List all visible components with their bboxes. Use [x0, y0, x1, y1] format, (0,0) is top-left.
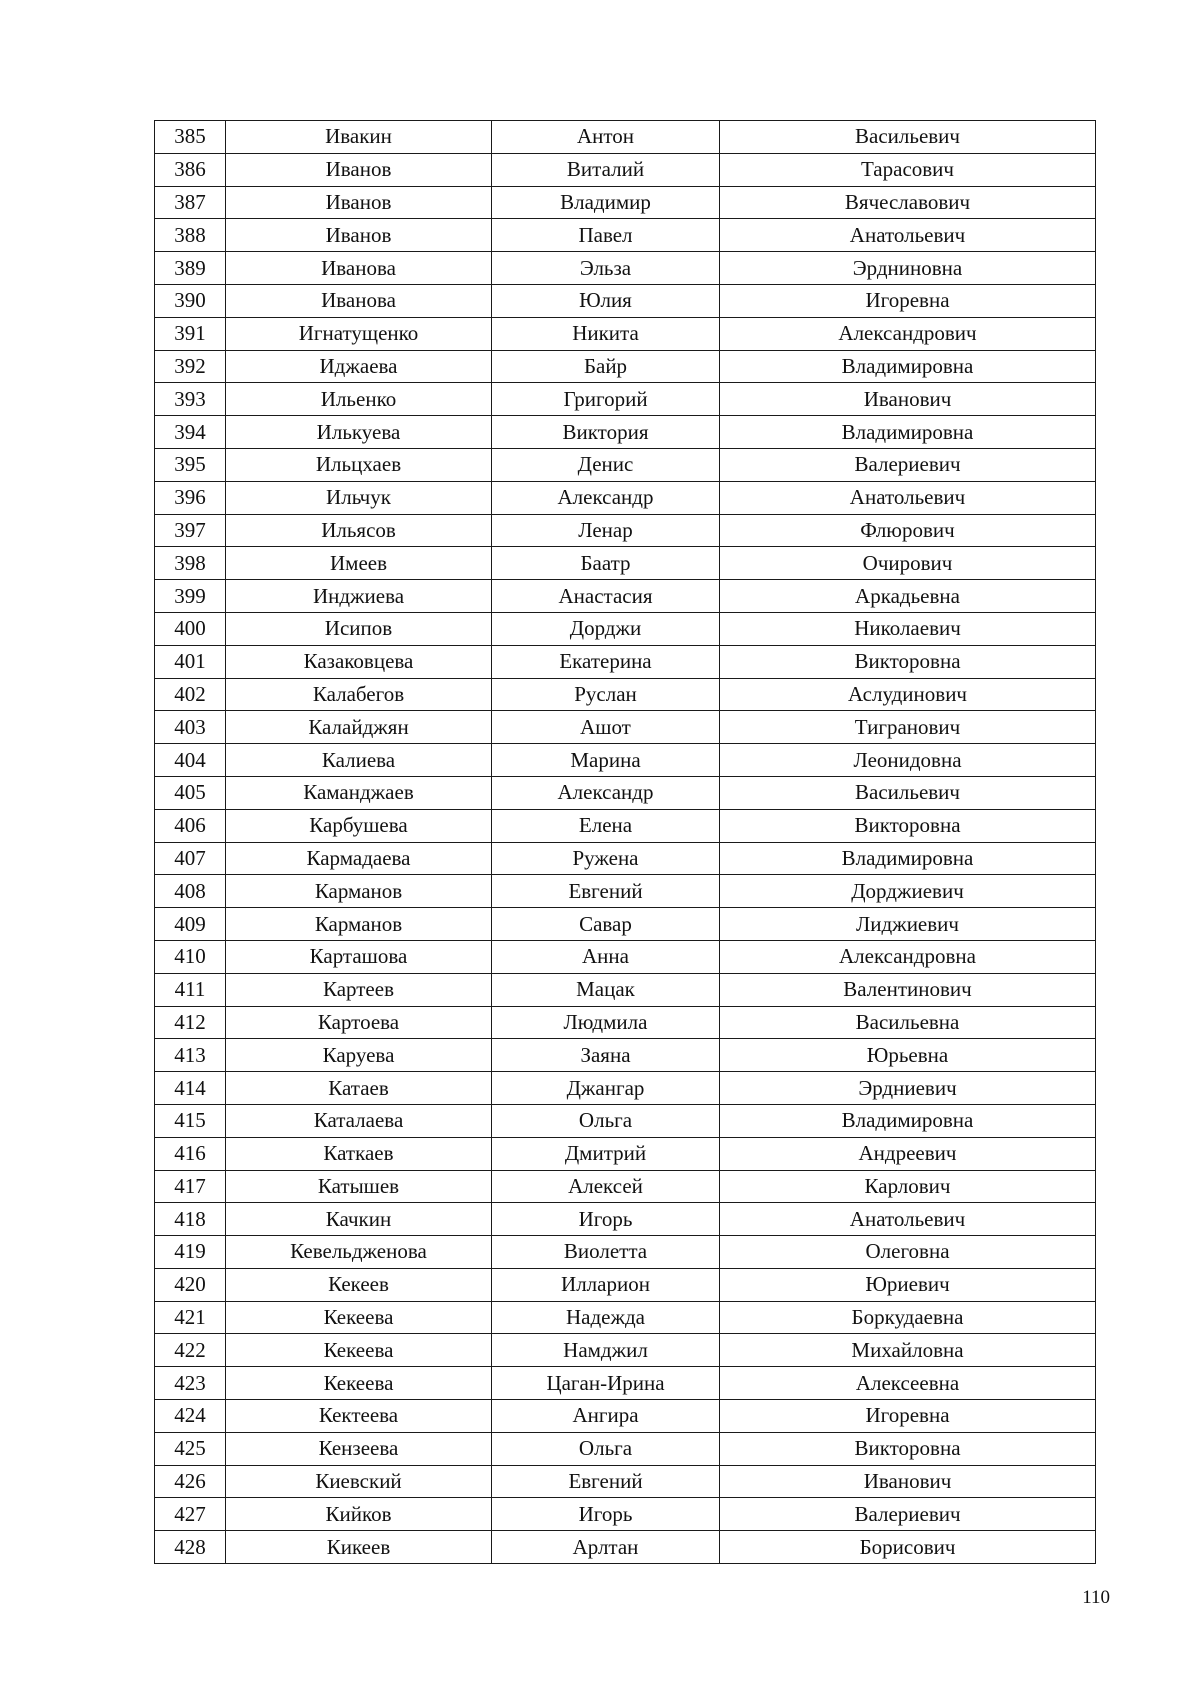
first-name-cell: Екатерина — [492, 645, 720, 678]
last-name-cell: Имеев — [226, 547, 492, 580]
row-number-cell: 403 — [155, 711, 226, 744]
table-row — [155, 1006, 1096, 1039]
first-name-cell: Цаган-Ирина — [492, 1367, 720, 1400]
last-name-cell: Иванов — [226, 219, 492, 252]
last-name-cell: Ильчук — [226, 481, 492, 514]
patronymic-cell: Игоревна — [720, 1400, 1096, 1433]
row-number-cell: 411 — [155, 973, 226, 1006]
last-name-cell: Исипов — [226, 612, 492, 645]
first-name-cell: Денис — [492, 448, 720, 481]
last-name-cell: Игнатущенко — [226, 317, 492, 350]
table-row — [155, 580, 1096, 613]
row-number-cell: 399 — [155, 580, 226, 613]
row-number-cell: 406 — [155, 809, 226, 842]
last-name-cell: Катаев — [226, 1072, 492, 1105]
row-number-cell: 426 — [155, 1465, 226, 1498]
first-name-cell: Александр — [492, 776, 720, 809]
last-name-cell: Иванов — [226, 153, 492, 186]
table-row — [155, 317, 1096, 350]
row-number-cell: 386 — [155, 153, 226, 186]
first-name-cell: Юлия — [492, 284, 720, 317]
last-name-cell: Калайджян — [226, 711, 492, 744]
row-number-cell: 405 — [155, 776, 226, 809]
first-name-cell: Руслан — [492, 678, 720, 711]
patronymic-cell: Владимировна — [720, 350, 1096, 383]
table-row — [155, 940, 1096, 973]
last-name-cell: Катышев — [226, 1170, 492, 1203]
table-row — [155, 284, 1096, 317]
row-number-cell: 402 — [155, 678, 226, 711]
table-row — [155, 1072, 1096, 1105]
patronymic-cell: Эрдниевич — [720, 1072, 1096, 1105]
first-name-cell: Байр — [492, 350, 720, 383]
table-row — [155, 1268, 1096, 1301]
first-name-cell: Ангира — [492, 1400, 720, 1433]
last-name-cell: Картоева — [226, 1006, 492, 1039]
last-name-cell: Ильенко — [226, 383, 492, 416]
last-name-cell: Ильясов — [226, 514, 492, 547]
table-row — [155, 1236, 1096, 1269]
row-number-cell: 391 — [155, 317, 226, 350]
row-number-cell: 388 — [155, 219, 226, 252]
table-row — [155, 383, 1096, 416]
first-name-cell: Виктория — [492, 416, 720, 449]
row-number-cell: 407 — [155, 842, 226, 875]
last-name-cell: Кармадаева — [226, 842, 492, 875]
row-number-cell: 393 — [155, 383, 226, 416]
patronymic-cell: Вячеславович — [720, 186, 1096, 219]
table-row — [155, 1170, 1096, 1203]
table-row — [155, 1432, 1096, 1465]
first-name-cell: Евгений — [492, 875, 720, 908]
table-row — [155, 219, 1096, 252]
patronymic-cell: Алексеевна — [720, 1367, 1096, 1400]
table-row — [155, 186, 1096, 219]
patronymic-cell: Викторовна — [720, 1432, 1096, 1465]
patronymic-cell: Александрович — [720, 317, 1096, 350]
patronymic-cell: Владимировна — [720, 1104, 1096, 1137]
first-name-cell: Павел — [492, 219, 720, 252]
table-row — [155, 416, 1096, 449]
row-number-cell: 396 — [155, 481, 226, 514]
patronymic-cell: Аркадьевна — [720, 580, 1096, 613]
first-name-cell: Дорджи — [492, 612, 720, 645]
patronymic-cell: Тарасович — [720, 153, 1096, 186]
first-name-cell: Арлтан — [492, 1531, 720, 1564]
first-name-cell: Джангар — [492, 1072, 720, 1105]
row-number-cell: 422 — [155, 1334, 226, 1367]
row-number-cell: 428 — [155, 1531, 226, 1564]
table-row — [155, 744, 1096, 777]
last-name-cell: Илькуева — [226, 416, 492, 449]
table-row — [155, 1203, 1096, 1236]
table-row — [155, 776, 1096, 809]
patronymic-cell: Дорджиевич — [720, 875, 1096, 908]
table-row — [155, 1400, 1096, 1433]
row-number-cell: 416 — [155, 1137, 226, 1170]
table-row — [155, 1367, 1096, 1400]
table-row — [155, 448, 1096, 481]
first-name-cell: Алексей — [492, 1170, 720, 1203]
table-row — [155, 350, 1096, 383]
patronymic-cell: Олеговна — [720, 1236, 1096, 1269]
patronymic-cell: Флюрович — [720, 514, 1096, 547]
row-number-cell: 392 — [155, 350, 226, 383]
patronymic-cell: Васильевич — [720, 776, 1096, 809]
row-number-cell: 412 — [155, 1006, 226, 1039]
last-name-cell: Кектеева — [226, 1400, 492, 1433]
last-name-cell: Инджиева — [226, 580, 492, 613]
first-name-cell: Ольга — [492, 1432, 720, 1465]
row-number-cell: 410 — [155, 940, 226, 973]
first-name-cell: Евгений — [492, 1465, 720, 1498]
table-row — [155, 711, 1096, 744]
table-row — [155, 514, 1096, 547]
patronymic-cell: Анатольевич — [720, 219, 1096, 252]
row-number-cell: 413 — [155, 1039, 226, 1072]
row-number-cell: 423 — [155, 1367, 226, 1400]
last-name-cell: Калиева — [226, 744, 492, 777]
first-name-cell: Савар — [492, 908, 720, 941]
last-name-cell: Кензеева — [226, 1432, 492, 1465]
patronymic-cell: Андреевич — [720, 1137, 1096, 1170]
last-name-cell: Иванов — [226, 186, 492, 219]
first-name-cell: Илларион — [492, 1268, 720, 1301]
last-name-cell: Кийков — [226, 1498, 492, 1531]
last-name-cell: Карманов — [226, 875, 492, 908]
first-name-cell: Елена — [492, 809, 720, 842]
last-name-cell: Иджаева — [226, 350, 492, 383]
row-number-cell: 395 — [155, 448, 226, 481]
last-name-cell: Кекеева — [226, 1301, 492, 1334]
row-number-cell: 427 — [155, 1498, 226, 1531]
last-name-cell: Карбушева — [226, 809, 492, 842]
first-name-cell: Владимир — [492, 186, 720, 219]
patronymic-cell: Очирович — [720, 547, 1096, 580]
last-name-cell: Кикеев — [226, 1531, 492, 1564]
last-name-cell: Иванова — [226, 284, 492, 317]
first-name-cell: Никита — [492, 317, 720, 350]
table-row — [155, 481, 1096, 514]
last-name-cell: Кекеев — [226, 1268, 492, 1301]
patronymic-cell: Эрдниновна — [720, 252, 1096, 285]
table-row — [155, 1465, 1096, 1498]
last-name-cell: Киевский — [226, 1465, 492, 1498]
row-number-cell: 401 — [155, 645, 226, 678]
patronymic-cell: Михайловна — [720, 1334, 1096, 1367]
first-name-cell: Марина — [492, 744, 720, 777]
page-number: 110 — [1082, 1587, 1110, 1608]
first-name-cell: Надежда — [492, 1301, 720, 1334]
row-number-cell: 419 — [155, 1236, 226, 1269]
last-name-cell: Ивакин — [226, 121, 492, 154]
table-row — [155, 875, 1096, 908]
patronymic-cell: Юриевич — [720, 1268, 1096, 1301]
row-number-cell: 387 — [155, 186, 226, 219]
last-name-cell: Казаковцева — [226, 645, 492, 678]
patronymic-cell: Викторовна — [720, 809, 1096, 842]
table-row — [155, 1301, 1096, 1334]
patronymic-cell: Лиджиевич — [720, 908, 1096, 941]
patronymic-cell: Александровна — [720, 940, 1096, 973]
table-row — [155, 1498, 1096, 1531]
first-name-cell: Игорь — [492, 1498, 720, 1531]
table-row — [155, 1531, 1096, 1564]
row-number-cell: 415 — [155, 1104, 226, 1137]
last-name-cell: Картеев — [226, 973, 492, 1006]
patronymic-cell: Борисович — [720, 1531, 1096, 1564]
patronymic-cell: Викторовна — [720, 645, 1096, 678]
row-number-cell: 389 — [155, 252, 226, 285]
table-row — [155, 612, 1096, 645]
first-name-cell: Виталий — [492, 153, 720, 186]
table-row — [155, 1039, 1096, 1072]
last-name-cell: Кевельдженова — [226, 1236, 492, 1269]
first-name-cell: Заяна — [492, 1039, 720, 1072]
table-row — [155, 973, 1096, 1006]
last-name-cell: Качкин — [226, 1203, 492, 1236]
last-name-cell: Карташова — [226, 940, 492, 973]
patronymic-cell: Аслудинович — [720, 678, 1096, 711]
first-name-cell: Анна — [492, 940, 720, 973]
table-row — [155, 842, 1096, 875]
table-row — [155, 1104, 1096, 1137]
patronymic-cell: Игоревна — [720, 284, 1096, 317]
patronymic-cell: Валериевич — [720, 1498, 1096, 1531]
patronymic-cell: Иванович — [720, 1465, 1096, 1498]
row-number-cell: 421 — [155, 1301, 226, 1334]
first-name-cell: Дмитрий — [492, 1137, 720, 1170]
patronymic-cell: Валентинович — [720, 973, 1096, 1006]
last-name-cell: Каруева — [226, 1039, 492, 1072]
patronymic-cell: Васильевна — [720, 1006, 1096, 1039]
first-name-cell: Игорь — [492, 1203, 720, 1236]
table-row — [155, 153, 1096, 186]
last-name-cell: Каткаев — [226, 1137, 492, 1170]
row-number-cell: 408 — [155, 875, 226, 908]
names-table — [154, 120, 1096, 1564]
first-name-cell: Григорий — [492, 383, 720, 416]
first-name-cell: Александр — [492, 481, 720, 514]
first-name-cell: Мацак — [492, 973, 720, 1006]
row-number-cell: 418 — [155, 1203, 226, 1236]
patronymic-cell: Карлович — [720, 1170, 1096, 1203]
patronymic-cell: Владимировна — [720, 416, 1096, 449]
table-row — [155, 645, 1096, 678]
table-row — [155, 547, 1096, 580]
patronymic-cell: Николаевич — [720, 612, 1096, 645]
first-name-cell: Баатр — [492, 547, 720, 580]
table-row — [155, 1137, 1096, 1170]
first-name-cell: Антон — [492, 121, 720, 154]
first-name-cell: Эльза — [492, 252, 720, 285]
row-number-cell: 398 — [155, 547, 226, 580]
first-name-cell: Ольга — [492, 1104, 720, 1137]
row-number-cell: 394 — [155, 416, 226, 449]
row-number-cell: 400 — [155, 612, 226, 645]
table-row — [155, 678, 1096, 711]
first-name-cell: Анастасия — [492, 580, 720, 613]
row-number-cell: 409 — [155, 908, 226, 941]
row-number-cell: 424 — [155, 1400, 226, 1433]
first-name-cell: Ашот — [492, 711, 720, 744]
names-table-body — [155, 121, 1096, 1564]
table-row — [155, 1334, 1096, 1367]
patronymic-cell: Анатольевич — [720, 1203, 1096, 1236]
patronymic-cell: Леонидовна — [720, 744, 1096, 777]
first-name-cell: Ружена — [492, 842, 720, 875]
patronymic-cell: Юрьевна — [720, 1039, 1096, 1072]
table-row — [155, 252, 1096, 285]
row-number-cell: 414 — [155, 1072, 226, 1105]
patronymic-cell: Васильевич — [720, 121, 1096, 154]
row-number-cell: 390 — [155, 284, 226, 317]
first-name-cell: Людмила — [492, 1006, 720, 1039]
row-number-cell: 425 — [155, 1432, 226, 1465]
last-name-cell: Иванова — [226, 252, 492, 285]
row-number-cell: 397 — [155, 514, 226, 547]
row-number-cell: 420 — [155, 1268, 226, 1301]
patronymic-cell: Боркудаевна — [720, 1301, 1096, 1334]
first-name-cell: Виолетта — [492, 1236, 720, 1269]
table-row — [155, 121, 1096, 154]
last-name-cell: Каманджаев — [226, 776, 492, 809]
table-row — [155, 809, 1096, 842]
last-name-cell: Карманов — [226, 908, 492, 941]
first-name-cell: Ленар — [492, 514, 720, 547]
row-number-cell: 417 — [155, 1170, 226, 1203]
table-row — [155, 908, 1096, 941]
patronymic-cell: Тигранович — [720, 711, 1096, 744]
row-number-cell: 404 — [155, 744, 226, 777]
last-name-cell: Кекеева — [226, 1334, 492, 1367]
last-name-cell: Ильцхаев — [226, 448, 492, 481]
last-name-cell: Кекеева — [226, 1367, 492, 1400]
patronymic-cell: Иванович — [720, 383, 1096, 416]
patronymic-cell: Валериевич — [720, 448, 1096, 481]
first-name-cell: Намджил — [492, 1334, 720, 1367]
row-number-cell: 385 — [155, 121, 226, 154]
last-name-cell: Каталаева — [226, 1104, 492, 1137]
patronymic-cell: Владимировна — [720, 842, 1096, 875]
last-name-cell: Калабегов — [226, 678, 492, 711]
patronymic-cell: Анатольевич — [720, 481, 1096, 514]
